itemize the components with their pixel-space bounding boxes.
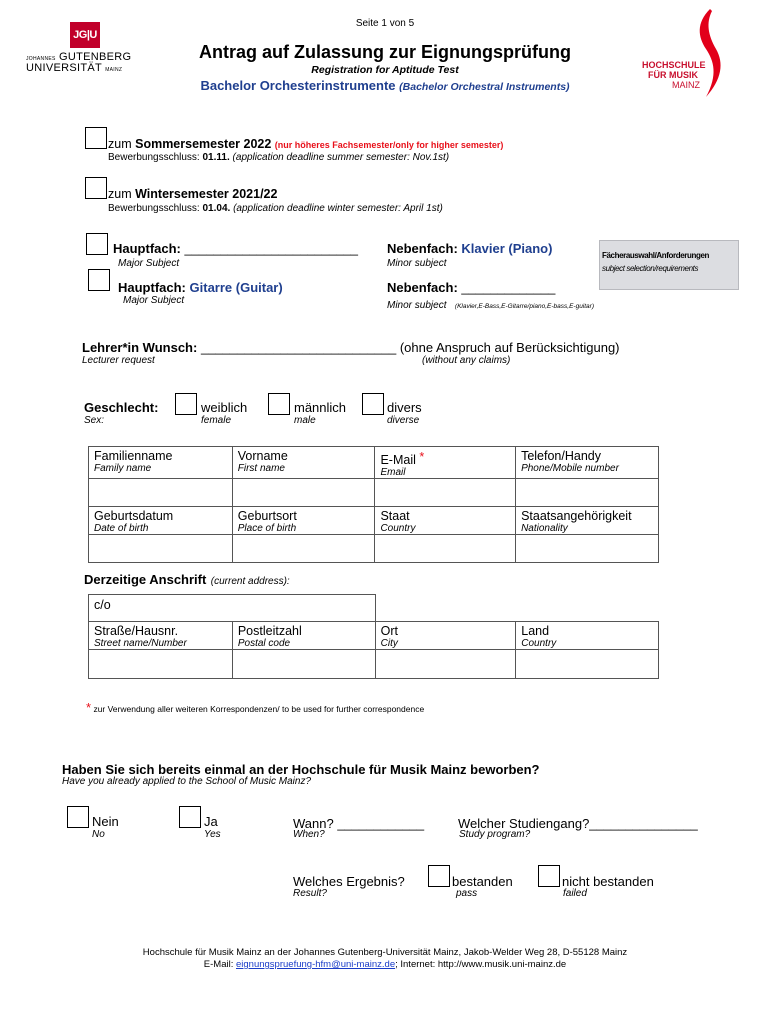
country-input[interactable] (375, 535, 516, 563)
minor2-label: Nebenfach: (387, 280, 458, 295)
street-cell[interactable] (89, 622, 233, 650)
major2-value: Gitarre (Guitar) (189, 280, 283, 295)
summer-label: Sommersemester 2022 (135, 137, 272, 151)
sex-label: Geschlecht: (84, 400, 159, 415)
email-cell[interactable] (375, 447, 516, 479)
header-de: Straße/Hausnr. (94, 624, 179, 638)
summer-deadline-label: Bewerbungsschluss: (108, 152, 200, 163)
failed-checkbox[interactable] (538, 865, 560, 887)
major-subject-1-checkbox[interactable] (86, 233, 108, 255)
header-de: Staat (380, 509, 410, 523)
diverse-label: divers (387, 400, 422, 415)
applied-program[interactable]: Welcher Studiengang?_______________ (458, 816, 698, 831)
female-label: weiblich (201, 400, 248, 415)
co-cell[interactable] (89, 595, 376, 622)
major1-en: Major Subject (118, 258, 180, 269)
header-en: Family name (94, 463, 152, 474)
major2-label: Hauptfach: (118, 280, 186, 295)
header-en: Place of birth (237, 523, 297, 534)
major1-label: Hauptfach: (113, 241, 181, 256)
winter-deadline-date: 01.04. (202, 203, 231, 214)
city-input[interactable] (375, 650, 516, 679)
minor-subject-2-line (387, 280, 555, 295)
jgu-badge: JG|U (70, 22, 100, 48)
applied-question: Haben Sie sich bereits einmal an der Hochschule für Musik Mainz beworben? (62, 762, 540, 777)
page-indicator: Seite 1 von 5 (355, 18, 415, 29)
lecturer-note: (ohne Anspruch auf Berücksichtigung) (399, 340, 620, 355)
lecturer-en: Lecturer request (82, 355, 155, 366)
male-label: männlich (294, 400, 347, 415)
header-en: Country (521, 638, 557, 649)
failed-label: nicht bestanden (562, 874, 654, 889)
winter-semester-checkbox[interactable] (85, 177, 107, 199)
program-en: (Bachelor Orchestral Instruments) (399, 81, 570, 93)
major-subject-2-line (118, 280, 283, 295)
header-de: Familienname (94, 449, 173, 463)
address-label-en: (current address): (210, 576, 290, 587)
jgu-small: JOHANNES (26, 56, 56, 62)
minor2-en-line (387, 295, 594, 313)
minor2-en: Minor subject (387, 300, 447, 311)
winter-deadline (108, 203, 443, 214)
header-en: Postal code (237, 638, 291, 649)
winter-prefix: zum (108, 187, 132, 201)
winter-label: Wintersemester 2021/22 (135, 187, 278, 201)
failed-en: failed (563, 888, 587, 899)
address-country-cell[interactable] (516, 622, 659, 650)
header-de: Ort (380, 624, 398, 638)
header-de: Geburtsort (237, 509, 297, 523)
required-star: * (419, 450, 425, 464)
passed-label: bestanden (452, 874, 513, 889)
co-empty (375, 595, 658, 622)
jgu-city: MAINZ (105, 67, 123, 73)
applied-no-en: No (92, 829, 105, 840)
first-name-cell[interactable] (232, 447, 375, 479)
family-name-input[interactable] (89, 479, 233, 507)
address-heading (84, 571, 290, 589)
minor1-label: Nebenfach: (387, 241, 458, 256)
applied-result-en: Result? (293, 888, 327, 899)
header-de: Postleitzahl (237, 624, 302, 638)
header-de: Vorname (237, 449, 288, 463)
country-cell[interactable] (375, 507, 516, 535)
footer-email-link[interactable]: eignungspruefung-hfm@uni-mainz.de (236, 959, 396, 970)
applied-no-checkbox[interactable] (67, 806, 89, 828)
header-de: Geburtsdatum (94, 509, 174, 523)
program-de: Bachelor Orchesterinstrumente (200, 78, 396, 93)
minor1-value: Klavier (Piano) (461, 241, 553, 256)
birth-date-input[interactable] (89, 535, 233, 563)
address-label: Derzeitige Anschrift (84, 572, 207, 587)
summer-deadline-date: 01.11. (202, 152, 230, 163)
jgu-line1: GUTENBERG (59, 51, 132, 63)
jgu-line2: UNIVERSITÄT (26, 62, 102, 74)
diverse-en: diverse (387, 415, 420, 426)
applied-question-en: Have you already applied to the School of Music Mainz? (62, 776, 312, 787)
footer-address: Hochschule für Musik Mainz an der Johannes Gutenberg-Universität Mainz, Jakob-Welder Weg 28, D-55128 Mainz (142, 947, 628, 958)
footnote-text: zur Verwendung aller weiteren Korrespondenzen/ to be used for further correspondence (93, 704, 425, 714)
subtitle: Registration for Aptitude Test (311, 64, 459, 76)
header-de: Telefon/Handy (521, 449, 601, 463)
applied-program-en: Study program? (459, 829, 531, 840)
male-en: male (294, 415, 316, 426)
applied-yes-label: Ja (204, 814, 218, 829)
family-name-cell[interactable] (89, 447, 233, 479)
hfm-line3: MAINZ (672, 80, 700, 90)
applied-no-label: Nein (92, 814, 119, 829)
header-de: E-Mail (380, 453, 416, 467)
footer-internet: ; Internet: http://www.musik.uni-mainz.de (395, 959, 567, 970)
major-subject-2-checkbox[interactable] (88, 269, 110, 291)
hfm-line2: FÜR MUSIK (648, 70, 698, 80)
winter-deadline-label: Bewerbungsschluss: (108, 203, 200, 214)
passed-en: pass (456, 888, 478, 899)
footer-contact (0, 959, 770, 970)
summer-semester-line (108, 137, 503, 151)
hfm-line1: HOCHSCHULE (642, 60, 706, 70)
summer-prefix: zum (108, 137, 132, 151)
major2-en: Major Subject (123, 295, 185, 306)
summer-deadline-en: (application deadline summer semester: Nov.1st) (232, 152, 450, 163)
street-input[interactable] (89, 650, 233, 679)
address-table (88, 594, 659, 679)
applied-yes-checkbox[interactable] (179, 806, 201, 828)
female-en: female (201, 415, 232, 426)
header-de: Staatsangehörigkeit (521, 509, 632, 523)
lecturer-line (82, 340, 620, 355)
postal-code-cell[interactable] (232, 622, 375, 650)
diverse-checkbox[interactable] (362, 393, 384, 415)
summer-semester-checkbox[interactable] (85, 127, 107, 149)
hfm-logo (632, 5, 742, 100)
sex-en: Sex: (84, 415, 105, 426)
birth-place-cell[interactable] (232, 507, 375, 535)
lecturer-note-en: (without any claims) (422, 355, 511, 366)
applied-result: Welches Ergebnis? (293, 874, 405, 889)
personal-data-table (88, 446, 659, 563)
phone-cell[interactable] (516, 447, 659, 479)
nationality-input[interactable] (516, 535, 659, 563)
applied-when[interactable]: Wann? ____________ (293, 816, 425, 831)
info-box-sub: subject selection/requirements (602, 264, 699, 273)
subject-requirements-box[interactable] (599, 240, 739, 290)
passed-checkbox[interactable] (428, 865, 450, 887)
minor-subject-1-line (387, 241, 552, 256)
address-country-input[interactable] (516, 650, 659, 679)
summer-note: (nur höheres Fachsemester/only for higher semester) (274, 140, 504, 150)
footnote-star: * (86, 700, 92, 715)
header-en: First name (237, 463, 285, 474)
header-de: Land (521, 624, 550, 638)
lecturer-blank[interactable]: ___________________________ (200, 340, 397, 355)
female-checkbox[interactable] (175, 393, 197, 415)
header-en: City (380, 638, 398, 649)
male-checkbox[interactable] (268, 393, 290, 415)
winter-semester-line (108, 187, 277, 201)
header-en: Nationality (521, 523, 568, 534)
info-box-title: Fächerauswahl/Anforderungen (602, 251, 709, 260)
nationality-cell[interactable] (516, 507, 659, 535)
applied-yes-en: Yes (204, 829, 221, 840)
email-input[interactable] (375, 479, 516, 507)
minor1-en: Minor subject (387, 258, 447, 269)
minor2-note: (Klavier,E-Bass,E-Gitarre/piano,E-bass,E-guitar) (454, 303, 594, 310)
header-en: Street name/Number (94, 638, 187, 649)
minor2-blank[interactable]: _____________ (461, 280, 556, 295)
phone-input[interactable] (516, 479, 659, 507)
summer-deadline (108, 152, 449, 163)
header-en: Date of birth (94, 523, 149, 534)
winter-deadline-en: (application deadline winter semester: April 1st) (233, 203, 443, 214)
major-subject-1-line (113, 241, 358, 256)
title: Antrag auf Zulassung zur Eignungsprüfung (199, 42, 571, 62)
applied-when-en: When? (293, 829, 325, 840)
footer-email-prefix: E-Mail: (203, 959, 234, 970)
birth-place-input[interactable] (232, 535, 375, 563)
lecturer-label: Lehrer*in Wunsch: (82, 340, 198, 355)
city-cell[interactable] (375, 622, 516, 650)
correspondence-footnote (86, 700, 424, 715)
birth-date-cell[interactable] (89, 507, 233, 535)
header-en: Phone/Mobile number (521, 463, 619, 474)
header-en: Email (380, 467, 406, 478)
postal-code-input[interactable] (232, 650, 375, 679)
first-name-input[interactable] (232, 479, 375, 507)
major1-blank[interactable]: ________________________ (184, 241, 359, 256)
co-label: c/o (94, 598, 111, 612)
header-en: Country (380, 523, 416, 534)
